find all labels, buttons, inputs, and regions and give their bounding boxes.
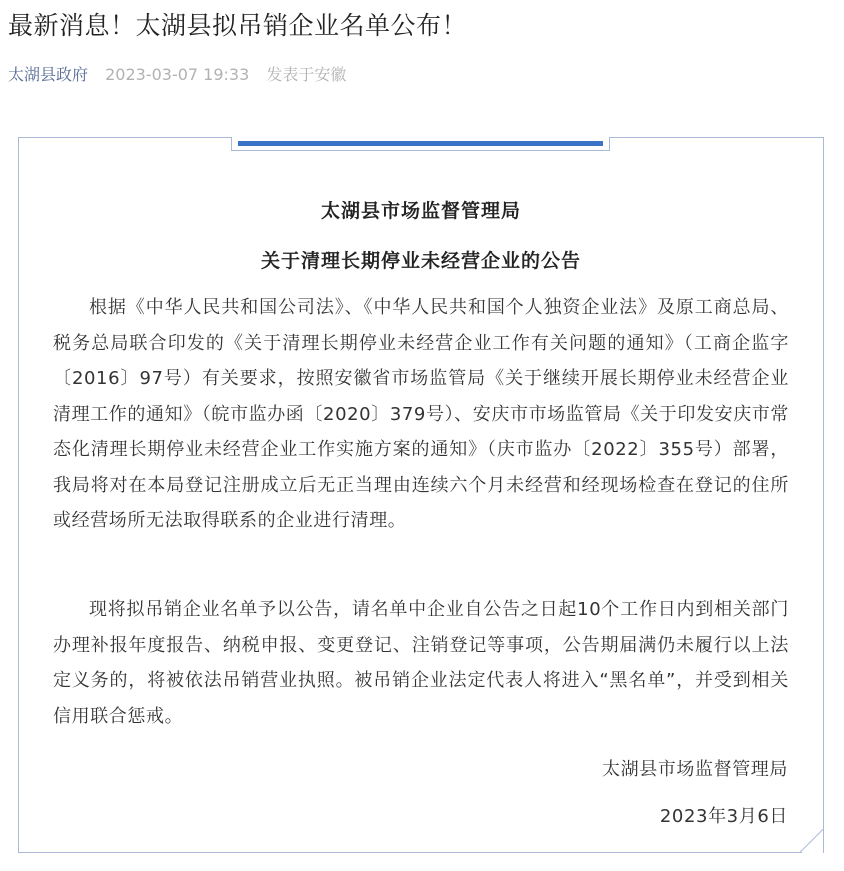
frame-bottom-border [18,852,802,853]
notice-subject-heading: 关于清理长期停业未经营企业的公告 [260,250,581,272]
publish-time: 2023-03-07 19:33 [105,65,250,84]
notice-agency-heading: 太湖县市场监督管理局 [320,200,521,222]
notice-signature: 太湖县市场监督管理局 [602,759,788,780]
frame-header-tab [231,137,610,151]
article-meta [8,62,346,85]
author-link[interactable]: 太湖县政府 [8,65,89,84]
frame-corner-cut [800,829,824,853]
frame-header-bar [238,141,603,146]
publish-location: 发表于安徽 [266,65,347,84]
article-title: 最新消息！太湖县拟吊销企业名单公布！ [8,11,468,40]
notice-date: 2023年3月6日 [659,806,788,827]
notice-paragraph-2: 现将拟吊销企业名单予以公告，请名单中企业自公告之日起10个工作日内到相关部门办理补报年度报告、纳税申报、变更登记、注销登记等事项，公告期届满仍未履行以上法定义务的，将被依法吊销营业执照。被吊销企业法定代表人将进入“黑名单”，并受到相关信用联合惩戒。 [53,599,789,727]
notice-paragraph-1: 根据《中华人民共和国公司法》、《中华人民共和国个人独资企业法》及原工商总局、税务总局联合印发的《关于清理长期停业未经营企业工作有关问题的通知》（工商企监字〔2016〕97号）有关要求，按照安徽省市场监管局《关于继续开展长期停业未经营企业清理工作的通知》（皖市监办函〔2020〕379号）、安庆市市场监管局《关于印发安庆市常态化清理长期停业未经营企业工作实施方案的通知》（庆市监办〔2022〕355号）部署，我局将对在本局登记注册成立后无正当理由连续六个月未经营和经现场检查在登记的住所或经营场所无法取得联系的企业进行清理。 [53,297,789,531]
